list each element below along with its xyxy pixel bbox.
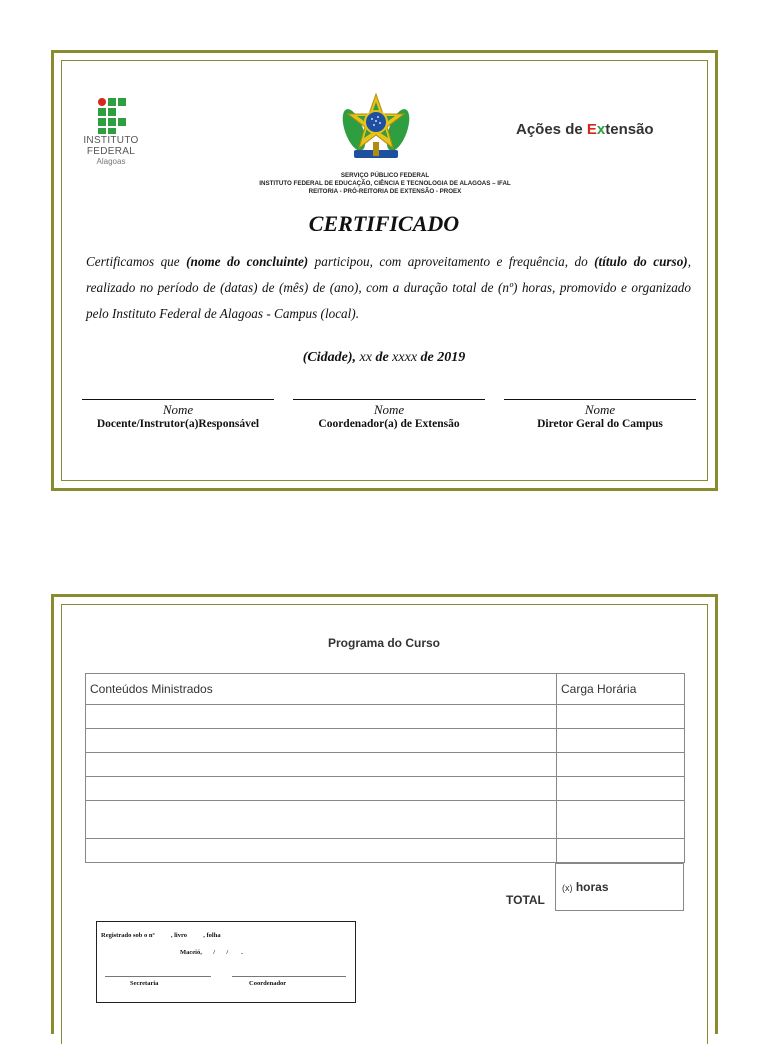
registration-box [96,921,356,1003]
acoes-suffix: tensão [605,121,654,138]
body-bold-course: (título do curso) [594,254,688,269]
acoes-de-extensao-logo [516,121,654,138]
date-year: de 2019 [420,350,466,365]
column-header-conteudos: Conteúdos Ministrados [86,674,557,705]
table-row [86,729,685,753]
coordenador-line [232,976,346,977]
table-cell[interactable] [557,729,685,753]
total-horas: horas [575,880,609,894]
acoes-ex-x: x [596,121,606,138]
header-line-3: REITORIA - PRÓ-REITORIA DE EXTENSÃO - PROEX [308,188,462,195]
signature-diretor [504,399,696,430]
signature-role: Coordenador(a) de Extensão [318,418,460,430]
body-text-2: participou, com aproveitamento e frequência, do [308,254,595,269]
body-text-1: Certificamos que [86,254,187,269]
table-cell[interactable] [557,753,685,777]
logo-line-3: Alagoas [96,157,126,166]
table-cell[interactable] [86,839,557,863]
date-de: de [375,350,389,365]
table-cell[interactable] [86,801,557,839]
table-row [86,839,685,863]
program-table [85,673,685,863]
table-row [86,777,685,801]
acoes-ex-e: E [586,121,597,138]
signature-docente [82,399,274,430]
table-cell[interactable] [86,729,557,753]
table-cell[interactable] [557,801,685,839]
table-cell[interactable] [86,705,557,729]
signature-role: Docente/Instrutor(a)Responsável [96,418,260,430]
signature-role: Diretor Geral do Campus [537,418,663,430]
logo-line-1: INSTITUTO [83,135,139,146]
signature-nome: Nome [373,402,405,417]
header-line-2: INSTITUTO FEDERAL DE EDUCAÇÃO, CIÊNCIA E TECNOLOGIA DE ALAGOAS – IFAL [259,180,511,187]
signature-line [504,399,696,400]
certificate-date [0,350,768,366]
acoes-prefix: Ações de [516,121,587,138]
table-cell[interactable] [557,705,685,729]
table-cell[interactable] [86,753,557,777]
certificate-body [86,249,691,327]
logo-line-2: FEDERAL [86,146,136,157]
table-row [86,705,685,729]
signature-coordenador [293,399,485,430]
body-bold-name: (nome do concluinte) [186,254,309,269]
total-x: (x) [562,883,573,893]
total-hours-box[interactable] [555,863,684,911]
brazil-coat-of-arms-icon [340,90,412,168]
table-cell[interactable] [557,777,685,801]
date-month: xxxx [388,350,421,365]
secretaria-line [105,976,211,977]
date-day: xx [356,350,376,365]
table-header-row [86,674,685,705]
total-label: TOTAL [506,893,545,907]
signature-line [82,399,274,400]
coordenador-label: Coordenador [249,980,287,987]
table-cell[interactable] [557,839,685,863]
secretaria-label: Secretaria [130,980,159,987]
table-row [86,753,685,777]
program-title: Programa do Curso [327,636,441,650]
signature-line [293,399,485,400]
institution-header [200,172,570,196]
registration-line-2: Maceió, / / . [180,949,243,956]
certificate-title: CERTIFICADO [308,211,460,236]
date-city: (Cidade), [302,350,357,365]
signature-nome: Nome [584,402,616,417]
table-row [86,801,685,839]
instituto-federal-logo [83,97,157,166]
signature-nome: Nome [162,402,194,417]
header-line-1: SERVIÇO PÚBLICO FEDERAL [340,172,430,179]
body-text-3: , realizado no período de (datas) de (mês) de (ano), com a duração total de (nº) horas, promovido e organizado pelo Instituto Federal de Alagoas - Campus (local). [86,254,691,321]
if-logo-icon [97,97,129,135]
registration-line-1: Registrado sob o nº , livro , folha [101,932,221,939]
table-cell[interactable] [86,777,557,801]
column-header-carga: Carga Horária [557,674,685,705]
